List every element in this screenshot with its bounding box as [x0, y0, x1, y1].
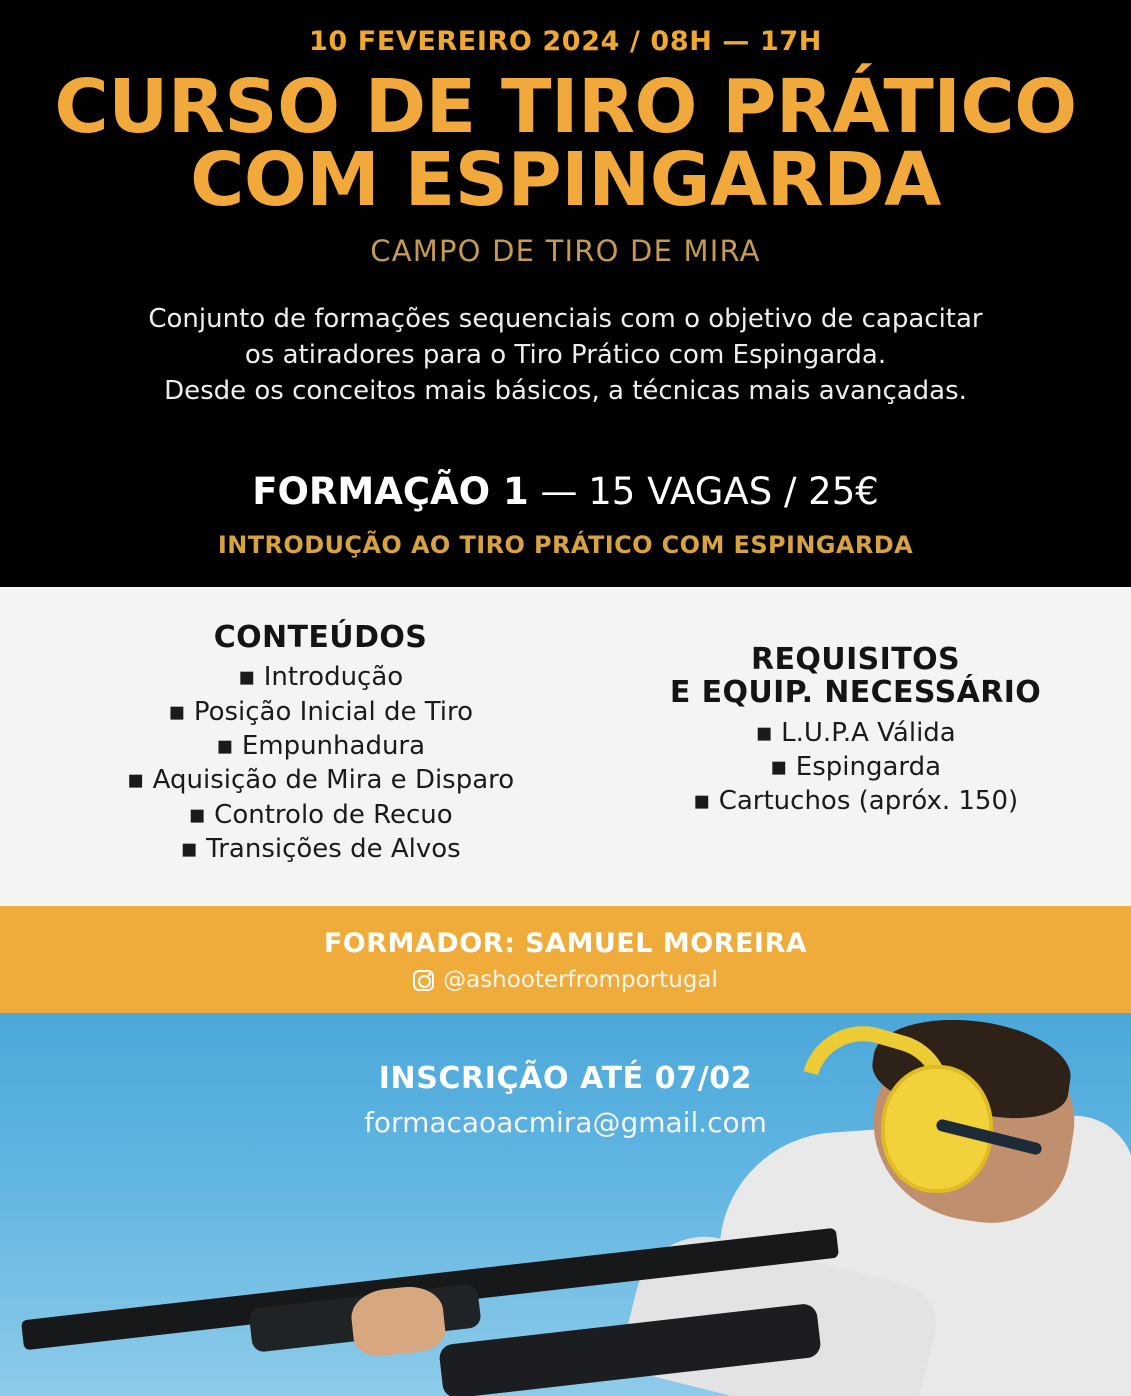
contents-heading: CONTEÚDOS [213, 619, 428, 655]
requirements-heading [641, 643, 1071, 710]
registration-email[interactable]: formacaoacmira@gmail.com [364, 1106, 767, 1140]
title-line-2: COM ESPINGARDA [190, 136, 941, 223]
training-separator: — [540, 469, 577, 513]
list-item: ▪ Aquisição de Mira e Disparo [126, 765, 515, 796]
training-label: FORMAÇÃO 1 [252, 469, 529, 513]
details-section [0, 587, 1131, 906]
description-line-1: Conjunto de formações sequenciais com o objetivo de capacitar [148, 304, 983, 335]
list-item: ▪ Empunhadura [215, 730, 426, 761]
contents-list [61, 660, 581, 866]
list-item: ▪ L.U.P.A Válida [755, 717, 956, 748]
training-slots-price: 15 VAGAS / 25€ [588, 469, 879, 513]
instructor-band [0, 906, 1131, 1013]
registration-block [0, 1013, 1131, 1139]
training-summary [40, 470, 1091, 513]
instructor-handle: @ashooterfromportugal [443, 967, 718, 994]
list-item: ▪ Posição Inicial de Tiro [167, 696, 474, 727]
instructor-social[interactable] [40, 967, 1091, 993]
venue-label: CAMPO DE TIRO DE MIRA [370, 234, 761, 269]
header-section [0, 0, 1131, 587]
instructor-name: FORMADOR: SAMUEL MOREIRA [323, 928, 808, 960]
event-description [40, 302, 1091, 410]
requirements-list [641, 716, 1071, 819]
list-item: ▪ Introdução [237, 662, 404, 693]
description-line-2: os atiradores para o Tiro Prático com Espingarda. [244, 339, 887, 370]
photo-section [0, 1013, 1131, 1396]
requirements-heading-line-1: REQUISITOS [751, 641, 960, 677]
contents-column [61, 621, 581, 866]
requirements-heading-line-2: E EQUIP. NECESSÁRIO [669, 675, 1042, 711]
instagram-icon [413, 970, 434, 991]
list-item: ▪ Espingarda [769, 752, 942, 783]
registration-deadline: INSCRIÇÃO ATÉ 07/02 [378, 1061, 753, 1097]
description-line-3: Desde os conceitos mais básicos, a técnicas mais avançadas. [164, 375, 967, 406]
list-item: ▪ Controlo de Recuo [188, 799, 453, 830]
training-subtitle: INTRODUÇÃO AO TIRO PRÁTICO COM ESPINGARDA [217, 530, 914, 559]
title-line-1: CURSO DE TIRO PRÁTICO [54, 64, 1077, 150]
requirements-column [641, 621, 1071, 866]
event-date: 10 FEVEREIRO 2024 / 08H — 17H [309, 26, 822, 57]
page-title [40, 64, 1091, 223]
list-item: ▪ Transições de Alvos [180, 833, 461, 864]
list-item: ▪ Cartuchos (apróx. 150) [692, 786, 1019, 817]
